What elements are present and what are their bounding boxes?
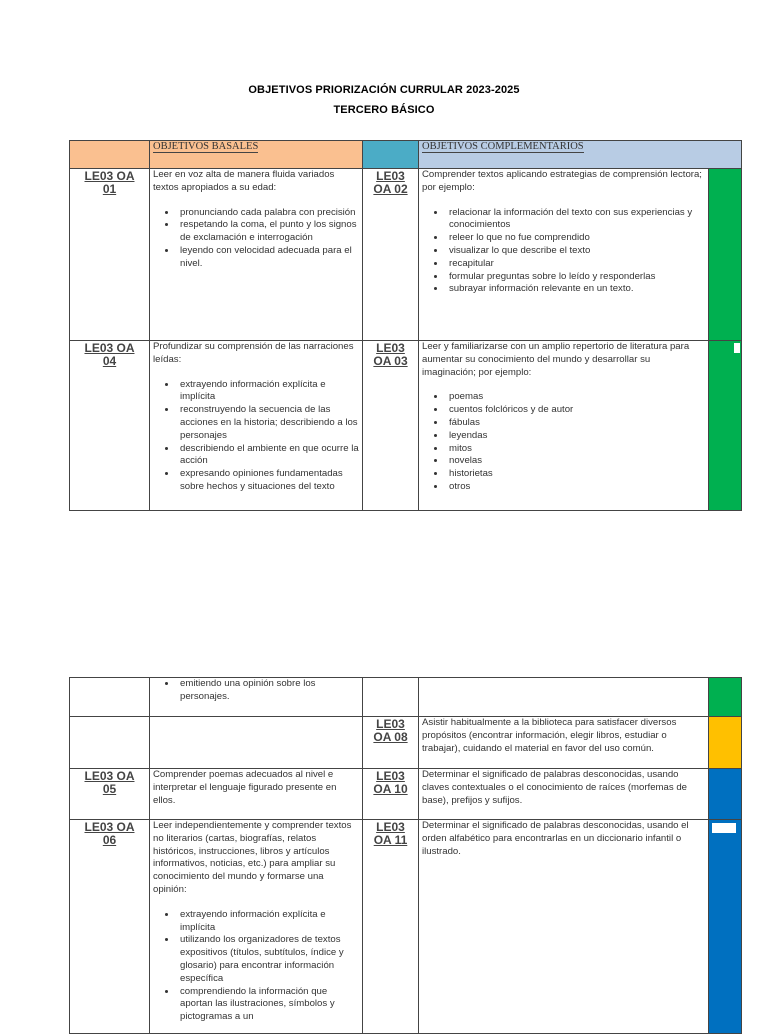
status-green-3 — [708, 677, 742, 717]
status-blue-1 — [708, 768, 742, 820]
header-basal-label: OBJETIVOS BASALES — [153, 141, 259, 152]
code-line: 06 — [102, 833, 117, 847]
bullet-item: • pronunciando cada palabra con precisión — [177, 207, 359, 220]
objective-oa05 — [149, 768, 363, 820]
bullet-item: • emitiendo una opinión sobre los personajes. — [177, 678, 359, 704]
code-line: 04 — [102, 354, 117, 368]
objective-oa04 — [149, 340, 363, 511]
objective-oa11 — [418, 819, 709, 1034]
code-line: LE03 — [376, 341, 405, 355]
code-line: LE03 OA — [84, 169, 135, 183]
document-title: OBJETIVOS PRIORIZACIÓN CURRULAR 2023-2025 — [248, 84, 520, 96]
objective-text: Leer en voz alta de manera fluida variados textos apropiados a su edad: — [153, 169, 335, 193]
code-le03-oa10 — [362, 768, 419, 820]
cont-objective — [149, 677, 363, 717]
objective-oa08 — [418, 716, 709, 769]
bullet-item: • novelas — [446, 455, 705, 468]
header-complementary-label: OBJETIVOS COMPLEMENTARIOS — [422, 141, 584, 152]
marker-white — [712, 823, 736, 833]
code-line: OA 10 — [373, 782, 408, 796]
bullet-item: • relacionar la información del texto con sus experiencias y conocimientos — [446, 207, 705, 233]
bullet-item: • formular preguntas sobre lo leído y responderlas — [446, 271, 705, 284]
oa08-left-code-empty — [69, 716, 150, 769]
bullet-item: • leyendo con velocidad adecuada para el nivel. — [177, 245, 359, 271]
code-line: OA 02 — [373, 182, 408, 196]
header-complementary — [418, 140, 742, 169]
bullet-item: • extrayendo información explícita e implícita — [177, 379, 359, 405]
code-line: LE03 — [376, 169, 405, 183]
objective-text: Asistir habitualmente a la biblioteca para satisfacer diversos propósitos (encontrar información, elegir libros, estudiar o trabajar), cuidando el material en favor del uso común. — [422, 717, 677, 754]
bullet-item: • visualizar lo que describe el texto — [446, 245, 705, 258]
code-line: 05 — [102, 782, 117, 796]
code-le03-oa05 — [69, 768, 150, 820]
bullet-item: • historietas — [446, 468, 705, 481]
bullet-item: • respetando la coma, el punto y los signos de exclamación e interrogación — [177, 219, 359, 245]
code-line: OA 11 — [373, 833, 408, 847]
code-line: LE03 — [376, 820, 405, 834]
bullet-item: • mitos — [446, 443, 705, 456]
code-line: LE03 OA — [84, 820, 135, 834]
code-le03-oa01 — [69, 168, 150, 341]
objective-text: Comprender textos aplicando estrategias de comprensión lectora; por ejemplo: — [422, 169, 702, 193]
objective-oa02 — [418, 168, 709, 341]
bullet-item: • utilizando los organizadores de textos expositivos (títulos, subtítulos, índice y glosario) para encontrar información específica — [177, 934, 359, 985]
bullet-item: • describiendo el ambiente en que ocurre la acción — [177, 443, 359, 469]
bullet-item: • poemas — [446, 391, 705, 404]
bullet-item: • reconstruyendo la secuencia de las acciones en la historia; describiendo a los personajes — [177, 404, 359, 442]
objective-text: Comprender poemas adecuados al nivel e interpretar el lenguaje figurado presente en ellos. — [153, 769, 337, 806]
document-subtitle: TERCERO BÁSICO — [333, 104, 435, 116]
cont-text-right-empty — [418, 677, 709, 717]
bullet-item: • expresando opiniones fundamentadas sobre hechos y situaciones del texto — [177, 468, 359, 494]
bullet-item: • subrayar información relevante en un texto. — [446, 283, 705, 296]
oa08-left-text-empty — [149, 716, 363, 769]
code-le03-oa04 — [69, 340, 150, 511]
marker-white — [734, 343, 740, 353]
objective-text: Leer independientemente y comprender textos no literarios (cartas, biografías, relatos históricos, instrucciones, libros y artículos informativos, noticias, etc.) para ampliar su conocimiento del mundo y formarse una opinión: — [153, 820, 352, 895]
bullet-item: • leyendas — [446, 430, 705, 443]
header-basal — [149, 140, 363, 169]
bullet-item: • otros — [446, 481, 705, 494]
status-green-1 — [708, 168, 742, 341]
code-le03-oa02 — [362, 168, 419, 341]
objective-oa10 — [418, 768, 709, 820]
objective-oa01 — [149, 168, 363, 341]
bullet-item: • cuentos folclóricos y de autor — [446, 404, 705, 417]
bullet-item: • comprendiendo la información que aportan las ilustraciones, símbolos y pictogramas a un — [177, 986, 359, 1024]
code-line: OA 08 — [373, 730, 408, 744]
header-left-empty — [69, 140, 150, 169]
code-line: LE03 OA — [84, 341, 135, 355]
code-le03-oa03 — [362, 340, 419, 511]
code-line: OA 03 — [373, 354, 408, 368]
cont-code-right-empty — [362, 677, 419, 717]
bullet-item: • fábulas — [446, 417, 705, 430]
bullet-item: • releer lo que no fue comprendido — [446, 232, 705, 245]
objective-text: Determinar el significado de palabras desconocidas, usando el orden alfabético para encontrarlas en un diccionario infantil o ilustrado. — [422, 820, 689, 857]
code-line: LE03 — [376, 717, 405, 731]
code-le03-oa11 — [362, 819, 419, 1034]
cont-code-empty — [69, 677, 150, 717]
header-teal — [362, 140, 419, 169]
code-line: LE03 — [376, 769, 405, 783]
bullet-item: • recapitular — [446, 258, 705, 271]
objective-text: Profundizar su comprensión de las narraciones leídas: — [153, 341, 354, 365]
code-le03-oa08 — [362, 716, 419, 769]
status-blue-2 — [708, 819, 742, 1034]
objective-oa06 — [149, 819, 363, 1034]
objective-oa03 — [418, 340, 709, 511]
code-le03-oa06 — [69, 819, 150, 1034]
objective-text: Determinar el significado de palabras desconocidas, usando claves contextuales o el conocimiento de raíces (morfemas de base), prefijos y sufijos. — [422, 769, 688, 806]
status-green-2 — [708, 340, 742, 511]
status-yellow — [708, 716, 742, 769]
objective-text: Leer y familiarizarse con un amplio repertorio de literatura para aumentar su conocimiento del mundo y desarrollar su imaginación; por ejemplo: — [422, 341, 690, 378]
code-line: 01 — [102, 182, 117, 196]
code-line: LE03 OA — [84, 769, 135, 783]
bullet-item: • extrayendo información explícita e implícita — [177, 909, 359, 935]
